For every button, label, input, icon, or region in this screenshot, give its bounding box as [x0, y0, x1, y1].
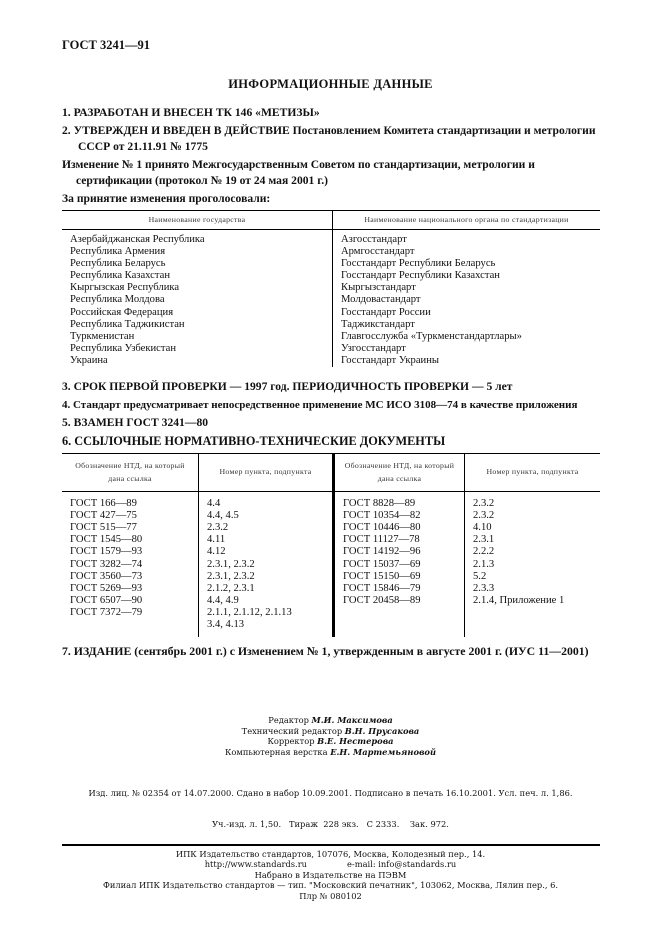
- table-cell: 4.11: [199, 534, 334, 546]
- proofreader-name: В.Е. Нестерова: [317, 736, 394, 747]
- table-cell: Главгосслужба «Туркменстандартлары»: [341, 330, 522, 342]
- table-cell: Азербайджанская Республика: [62, 230, 333, 247]
- table-cell: Азгосстандарт: [341, 234, 407, 245]
- table-cell: 4.4: [199, 492, 334, 511]
- table-cell: [465, 607, 601, 619]
- col-header: Наименование государства: [62, 211, 333, 230]
- table-cell: 2.3.3: [473, 582, 495, 594]
- table-row: [62, 246, 600, 258]
- tech-editor-name: В.Н. Прусакова: [344, 725, 420, 736]
- imprint-line: Уч.-изд. л. 1,50. Тираж 228 экз. С 2333. Зак. 972.: [212, 819, 449, 830]
- table-cell: Республика Беларусь: [62, 258, 333, 270]
- references-table: [62, 453, 600, 637]
- page-title: ИНФОРМАЦИОННЫЕ ДАННЫЕ: [228, 77, 433, 91]
- table-row: [62, 282, 600, 294]
- table-cell: ГОСТ 7372—79: [62, 607, 199, 619]
- table-cell: 3.4, 4.13: [199, 619, 334, 637]
- item-3: 3. СРОК ПЕРВОЙ ПРОВЕРКИ — 1997 год. ПЕРИОДИЧНОСТЬ ПРОВЕРКИ — 5 лет: [62, 380, 513, 394]
- table-cell: 2.3.1, 2.3.2: [199, 559, 334, 571]
- table-cell: 2.3.1: [473, 534, 495, 546]
- table-cell: Российская Федерация: [62, 307, 333, 319]
- table-cell: Кыргызстандарт: [341, 282, 416, 294]
- editor-name: М.И. Максимова: [311, 715, 393, 726]
- table-cell: ГОСТ 15150—69: [334, 571, 465, 583]
- item-7: 7. ИЗДАНИЕ (сентябрь 2001 г.) с Изменением № 1, утвержденным в августе 2001 г. (ИУС 11—2001): [62, 644, 589, 659]
- table-cell: [62, 619, 199, 637]
- col-header: Обозначение НТД, на который дана ссылка: [62, 454, 199, 492]
- publisher-email: e-mail: info@standards.ru: [347, 859, 457, 870]
- table-row: [62, 343, 600, 355]
- col-header: Номер пункта, подпункта: [199, 454, 334, 492]
- publisher-line: Плр № 080102: [299, 890, 362, 901]
- table-row: [62, 583, 600, 595]
- table-cell: ГОСТ 3560—73: [62, 571, 199, 583]
- table-cell: Республика Молдова: [62, 294, 333, 306]
- proofreader-label: Корректор: [267, 736, 315, 747]
- table-cell: Госстандарт России: [341, 306, 431, 318]
- publisher: [0, 849, 661, 902]
- table-cell: ГОСТ 427—75: [62, 510, 199, 522]
- item-6: 6. ССЫЛОЧНЫЕ НОРМАТИВНО-ТЕХНИЧЕСКИЕ ДОКУМЕНТЫ: [62, 434, 446, 449]
- table-row: [62, 307, 600, 319]
- table-cell: 2.1.3: [473, 558, 495, 570]
- table-cell: Республика Таджикистан: [62, 319, 333, 331]
- table-row: [62, 355, 600, 367]
- table-cell: ГОСТ 1579—93: [62, 546, 199, 558]
- table-cell: 4.12: [199, 546, 334, 558]
- table-cell: ГОСТ 14192—96: [334, 546, 465, 558]
- item-1: 1. РАЗРАБОТАН И ВНЕСЕН ТК 146 «МЕТИЗЫ»: [62, 106, 320, 119]
- table-row: [62, 319, 600, 331]
- table-cell: ГОСТ 11127—78: [334, 534, 465, 546]
- table-row: [62, 522, 600, 534]
- table-cell: ГОСТ 10446—80: [334, 522, 465, 534]
- table-cell: 2.3.2: [473, 510, 495, 522]
- table-row: [62, 546, 600, 558]
- editor-label: Редактор: [268, 715, 309, 726]
- table-cell: ГОСТ 15037—69: [334, 559, 465, 571]
- table-row: [62, 595, 600, 607]
- publisher-line: Набрано в Издательстве на ПЭВМ: [254, 869, 407, 880]
- publisher-url: http://www.standards.ru: [204, 859, 308, 870]
- table-cell: Республика Казахстан: [62, 270, 333, 282]
- change-note: Изменение № 1 принято Межгосударственным Советом по стандартизации, метрологии и сертификации (протокол № 19 от 24 мая 2001 г.): [62, 158, 535, 187]
- table-cell: ГОСТ 10354—82: [334, 510, 465, 522]
- table-row: [62, 510, 600, 522]
- table-cell: Таджикстандарт: [341, 318, 415, 330]
- voted-label: За принятие изменения проголосовали:: [62, 192, 271, 205]
- table-row: [62, 559, 600, 571]
- table-cell: [334, 607, 465, 619]
- publisher-line: Филиал ИПК Издательство стандартов — тип. "Московский печатник", 103062, Москва, Лялин пер., 6.: [102, 880, 559, 891]
- table-cell: Кыргызская Республика: [62, 282, 333, 294]
- table-cell: 2.3.1, 2.3.2: [199, 571, 334, 583]
- table-cell: Туркменистан: [62, 331, 333, 343]
- table-cell: ГОСТ 5269—93: [62, 583, 199, 595]
- table-cell: ГОСТ 15846—79: [334, 583, 465, 595]
- table-row: [62, 294, 600, 306]
- divider: [62, 844, 600, 846]
- table-row: [62, 534, 600, 546]
- table-cell: Украина: [62, 355, 333, 367]
- table-cell: Республика Узбекистан: [62, 343, 333, 355]
- table-cell: ГОСТ 8828—89: [334, 492, 465, 511]
- credits: [0, 715, 661, 757]
- table-cell: 2.2.2: [473, 546, 495, 558]
- table-cell: 4.4, 4.5: [199, 510, 334, 522]
- layout-name: Е.Н. Мартемьяновой: [330, 746, 436, 757]
- table-cell: 2.1.1, 2.1.12, 2.1.13: [199, 607, 334, 619]
- col-header: Обозначение НТД, на который дана ссылка: [334, 454, 465, 492]
- publisher-line: ИПК Издательство стандартов, 107076, Москва, Колодезный пер., 14.: [175, 848, 486, 859]
- table-cell: Молдовастандарт: [341, 294, 421, 306]
- table-row: [62, 270, 600, 282]
- document-code: ГОСТ 3241—91: [62, 38, 151, 52]
- table-cell: ГОСТ 20458—89: [334, 595, 465, 607]
- table-row: [62, 492, 600, 511]
- table-cell: Госстандарт Республики Казахстан: [341, 270, 500, 282]
- table-cell: 4.4, 4.9: [199, 595, 334, 607]
- table-cell: Госстандарт Республики Беларусь: [341, 258, 496, 270]
- layout-label: Компьютерная верстка: [224, 746, 328, 757]
- table-cell: [465, 619, 601, 637]
- table-cell: Госстандарт Украины: [341, 354, 439, 366]
- table-cell: Республика Армения: [62, 246, 333, 258]
- table-cell: 4.10: [473, 522, 492, 534]
- table-cell: Армгосстандарт: [341, 246, 415, 258]
- table-cell: 5.2: [473, 570, 487, 582]
- table-cell: 2.3.2: [199, 522, 334, 534]
- table-cell: ГОСТ 166—89: [62, 492, 199, 511]
- item-5: 5. ВЗАМЕН ГОСТ 3241—80: [62, 416, 209, 430]
- table-cell: Узгосстандарт: [341, 342, 406, 354]
- imprint: [0, 766, 661, 840]
- table-cell: 2.3.2: [473, 498, 495, 510]
- table-row: [62, 230, 600, 247]
- votes-table: [62, 210, 600, 367]
- table-row: [62, 258, 600, 270]
- table-cell: ГОСТ 515—77: [62, 522, 199, 534]
- table-cell: ГОСТ 3282—74: [62, 559, 199, 571]
- col-header: Номер пункта, подпункта: [486, 467, 579, 477]
- table-cell: ГОСТ 6507—90: [62, 595, 199, 607]
- table-cell: 2.1.2, 2.3.1: [199, 583, 334, 595]
- table-row: [62, 331, 600, 343]
- table-row: [62, 619, 600, 637]
- tech-editor-label: Технический редактор: [241, 725, 343, 736]
- item-2: 2. УТВЕРЖДЕН И ВВЕДЕН В ДЕЙСТВИЕ Постановлением Комитета стандартизации и метрологии СССР от 21.11.91 № 1775: [62, 124, 596, 153]
- table-cell: [334, 619, 465, 637]
- col-header: Наименование национального органа по стандартизации: [364, 214, 569, 224]
- table-row: [62, 607, 600, 619]
- table-cell: ГОСТ 1545—80: [62, 534, 199, 546]
- table-row: [62, 571, 600, 583]
- imprint-line: Изд. лиц. № 02354 от 14.07.2000. Сдано в набор 10.09.2001. Подписано в печать 16.10.2001. Усл. печ. л. 1,86.: [88, 787, 573, 798]
- item-4: 4. Стандарт предусматривает непосредственное применение МС ИСО 3108—74 в качестве приложения: [62, 399, 578, 412]
- table-cell: 2.1.4, Приложение 1: [473, 594, 565, 606]
